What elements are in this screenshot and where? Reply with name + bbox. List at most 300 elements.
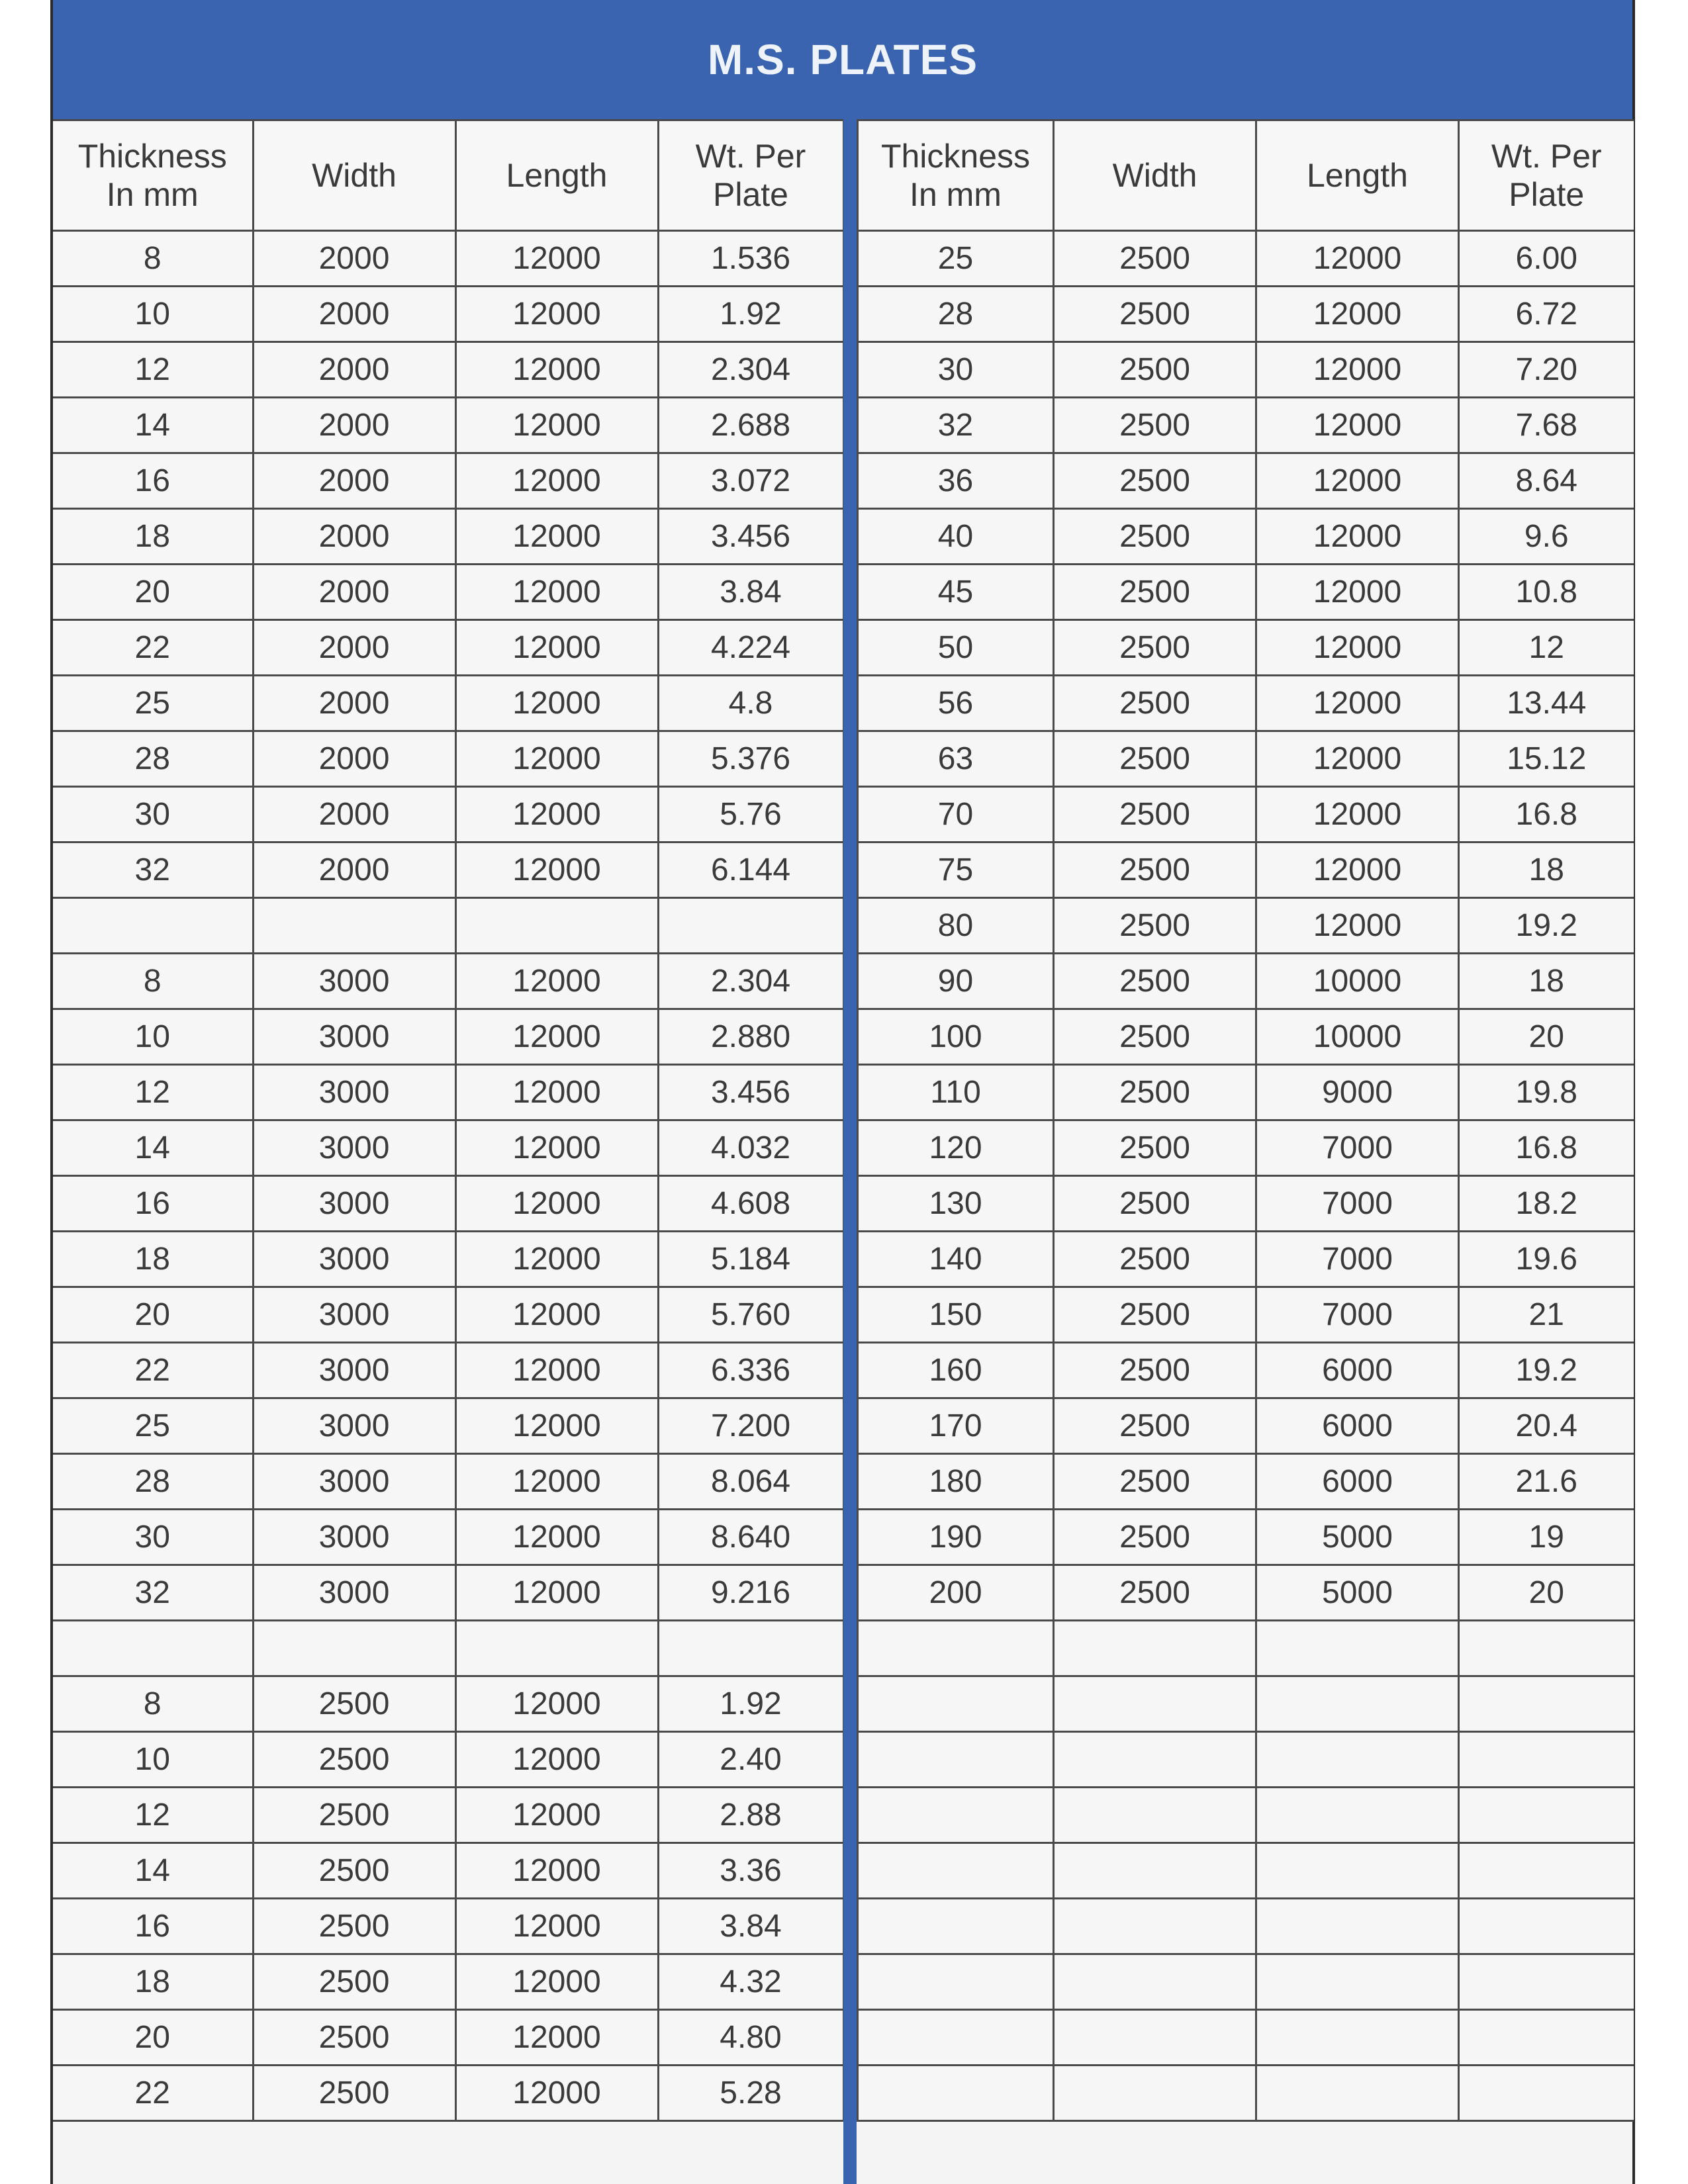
cell-thickness: 200 (858, 1565, 1054, 1621)
cell-width: 2000 (253, 565, 455, 620)
cell-thickness: 14 (53, 1843, 253, 1899)
cell-thickness: 16 (53, 1176, 253, 1232)
page-title: M.S. PLATES (707, 36, 978, 83)
cell-width: 2000 (253, 398, 455, 453)
table-row (858, 2010, 1634, 2066)
table-row (858, 1176, 1634, 1232)
cell-length: 6000 (1256, 1454, 1459, 1510)
cell-thickness: 18 (53, 1954, 253, 2010)
table-row (53, 1843, 843, 1899)
table-row (53, 954, 843, 1009)
cell-weight: 19.2 (1459, 898, 1634, 954)
right-table-body (858, 231, 1634, 2121)
cell-weight: 3.456 (658, 1065, 843, 1120)
cell-weight: 1.92 (658, 1676, 843, 1732)
cell-weight: 4.224 (658, 620, 843, 676)
cell-thickness: 18 (53, 1232, 253, 1287)
cell-weight: 6.72 (1459, 287, 1634, 342)
cell-weight: 3.072 (658, 453, 843, 509)
cell-weight: 7.200 (658, 1398, 843, 1454)
table-row (858, 509, 1634, 565)
cell-thickness: 12 (53, 1788, 253, 1843)
table-row (858, 1454, 1634, 1510)
ms-plates-sheet (50, 0, 1635, 2184)
cell-weight (658, 898, 843, 954)
table-row (53, 1287, 843, 1343)
cell-weight: 4.32 (658, 1954, 843, 2010)
cell-length: 12000 (1256, 842, 1459, 898)
cell-thickness: 56 (858, 676, 1054, 731)
cell-length: 7000 (1256, 1176, 1459, 1232)
cell-weight: 3.456 (658, 509, 843, 565)
cell-thickness: 18 (53, 509, 253, 565)
cell-thickness: 8 (53, 1676, 253, 1732)
table-row (53, 842, 843, 898)
table-row (858, 787, 1634, 842)
cell-thickness: 30 (53, 1510, 253, 1565)
cell-thickness: 140 (858, 1232, 1054, 1287)
cell-width: 2500 (253, 1899, 455, 1954)
cell-weight (1459, 1732, 1634, 1788)
cell-weight: 6.144 (658, 842, 843, 898)
cell-thickness: 120 (858, 1120, 1054, 1176)
header-thickness-line2: In mm (910, 176, 1002, 213)
cell-weight (1459, 1676, 1634, 1732)
table-row (53, 287, 843, 342)
table-row (858, 1676, 1634, 1732)
header-thickness (858, 120, 1054, 231)
cell-length: 12000 (1256, 731, 1459, 787)
right-table (857, 119, 1634, 2122)
cell-length (1256, 1621, 1459, 1676)
header-length: Length (1256, 120, 1459, 231)
cell-thickness: 110 (858, 1065, 1054, 1120)
cell-weight: 19.6 (1459, 1232, 1634, 1287)
table-row (53, 2010, 843, 2066)
cell-weight: 2.88 (658, 1788, 843, 1843)
cell-length: 12000 (1256, 453, 1459, 509)
cell-length: 12000 (455, 676, 658, 731)
cell-length: 12000 (1256, 565, 1459, 620)
table-row (858, 1843, 1634, 1899)
cell-width: 2000 (253, 842, 455, 898)
table-row (858, 1232, 1634, 1287)
cell-length: 10000 (1256, 954, 1459, 1009)
cell-width: 2000 (253, 342, 455, 398)
table-row (858, 1065, 1634, 1120)
left-table (53, 119, 845, 2122)
cell-width: 2500 (253, 1788, 455, 1843)
cell-length: 5000 (1256, 1510, 1459, 1565)
table-row (53, 1954, 843, 2010)
cell-thickness (858, 1843, 1054, 1899)
cell-thickness: 100 (858, 1009, 1054, 1065)
table-row (53, 1232, 843, 1287)
header-thickness (53, 120, 253, 231)
cell-length: 12000 (455, 842, 658, 898)
cell-thickness: 160 (858, 1343, 1054, 1398)
cell-weight: 20 (1459, 1565, 1634, 1621)
right-header-row (858, 120, 1634, 231)
cell-length: 12000 (455, 231, 658, 287)
cell-length: 12000 (455, 1899, 658, 1954)
table-row (53, 1120, 843, 1176)
cell-thickness: 12 (53, 1065, 253, 1120)
title-bar (53, 0, 1632, 119)
table-row (53, 1788, 843, 1843)
table-row (53, 565, 843, 620)
cell-length: 12000 (455, 287, 658, 342)
cell-weight: 7.68 (1459, 398, 1634, 453)
table-row (53, 342, 843, 398)
cell-thickness: 28 (53, 731, 253, 787)
cell-width (1054, 1899, 1256, 1954)
cell-length: 12000 (455, 1954, 658, 2010)
cell-width: 2000 (253, 231, 455, 287)
cell-thickness (53, 898, 253, 954)
cell-weight: 5.76 (658, 787, 843, 842)
cell-weight: 13.44 (1459, 676, 1634, 731)
cell-thickness: 30 (53, 787, 253, 842)
cell-thickness: 10 (53, 1732, 253, 1788)
cell-thickness: 10 (53, 287, 253, 342)
table-row (53, 620, 843, 676)
cell-thickness: 32 (53, 842, 253, 898)
cell-width: 2500 (1054, 1510, 1256, 1565)
cell-length (1256, 1843, 1459, 1899)
cell-length: 12000 (1256, 398, 1459, 453)
cell-length: 12000 (455, 1454, 658, 1510)
cell-thickness: 70 (858, 787, 1054, 842)
cell-thickness: 75 (858, 842, 1054, 898)
table-row (53, 676, 843, 731)
cell-thickness: 8 (53, 954, 253, 1009)
table-row (858, 1287, 1634, 1343)
cell-weight: 20 (1459, 1009, 1634, 1065)
cell-weight: 8.64 (1459, 453, 1634, 509)
cell-width: 3000 (253, 1565, 455, 1621)
cell-width (1054, 1621, 1256, 1676)
cell-thickness: 20 (53, 1287, 253, 1343)
table-row (53, 1732, 843, 1788)
cell-length: 9000 (1256, 1065, 1459, 1120)
table-row (858, 1954, 1634, 2010)
table-row (858, 1343, 1634, 1398)
cell-width: 2500 (1054, 1454, 1256, 1510)
table-row (53, 1065, 843, 1120)
cell-width: 2500 (1054, 398, 1256, 453)
cell-length: 12000 (1256, 509, 1459, 565)
cell-length: 12000 (455, 954, 658, 1009)
cell-thickness: 20 (53, 2010, 253, 2066)
cell-thickness: 22 (53, 620, 253, 676)
cell-weight: 9.6 (1459, 509, 1634, 565)
cell-width: 2500 (1054, 1398, 1256, 1454)
cell-width: 2500 (1054, 1065, 1256, 1120)
cell-weight: 9.216 (658, 1565, 843, 1621)
cell-thickness: 30 (858, 342, 1054, 398)
cell-length (1256, 2066, 1459, 2121)
cell-thickness: 25 (858, 231, 1054, 287)
cell-weight: 10.8 (1459, 565, 1634, 620)
left-table-panel (53, 119, 843, 2184)
cell-width: 2500 (1054, 898, 1256, 954)
cell-width: 2500 (1054, 954, 1256, 1009)
cell-weight: 19.2 (1459, 1343, 1634, 1398)
cell-thickness: 22 (53, 2066, 253, 2121)
cell-width (253, 898, 455, 954)
cell-thickness (858, 2066, 1054, 2121)
cell-thickness: 16 (53, 453, 253, 509)
table-row (53, 231, 843, 287)
cell-length: 12000 (1256, 898, 1459, 954)
cell-length: 12000 (455, 1398, 658, 1454)
cell-length: 12000 (455, 1120, 658, 1176)
cell-length (1256, 1899, 1459, 1954)
cell-length: 12000 (455, 1732, 658, 1788)
cell-width: 2500 (1054, 453, 1256, 509)
cell-weight (1459, 1954, 1634, 2010)
header-width: Width (253, 120, 455, 231)
cell-width: 2000 (253, 731, 455, 787)
cell-thickness: 36 (858, 453, 1054, 509)
cell-weight: 4.032 (658, 1120, 843, 1176)
cell-thickness: 80 (858, 898, 1054, 954)
cell-width (1054, 2010, 1256, 2066)
cell-thickness: 12 (53, 342, 253, 398)
cell-length: 7000 (1256, 1287, 1459, 1343)
header-thickness-line2: In mm (106, 176, 199, 213)
cell-length: 12000 (1256, 342, 1459, 398)
cell-width: 2500 (253, 1954, 455, 2010)
table-row (858, 453, 1634, 509)
cell-width: 2000 (253, 676, 455, 731)
cell-weight (1459, 1788, 1634, 1843)
cell-width: 2500 (253, 1676, 455, 1732)
cell-length: 6000 (1256, 1343, 1459, 1398)
cell-width: 2000 (253, 787, 455, 842)
header-width: Width (1054, 120, 1256, 231)
cell-weight: 6.336 (658, 1343, 843, 1398)
table-row (53, 731, 843, 787)
cell-length: 12000 (455, 453, 658, 509)
cell-weight: 1.92 (658, 287, 843, 342)
table-row (53, 898, 843, 954)
table-row (53, 2066, 843, 2121)
header-thickness-line1: Thickness (880, 138, 1031, 175)
cell-thickness: 25 (53, 1398, 253, 1454)
cell-weight: 19 (1459, 1510, 1634, 1565)
cell-width (1054, 2066, 1256, 2121)
cell-length (1256, 1954, 1459, 2010)
table-row (53, 787, 843, 842)
cell-width: 2500 (1054, 231, 1256, 287)
table-row (858, 287, 1634, 342)
cell-thickness: 40 (858, 509, 1054, 565)
cell-weight: 5.28 (658, 2066, 843, 2121)
cell-length (1256, 2010, 1459, 2066)
cell-width (1054, 1954, 1256, 2010)
table-row (858, 1009, 1634, 1065)
cell-width: 2500 (1054, 676, 1256, 731)
cell-width (1054, 1676, 1256, 1732)
cell-width: 2500 (1054, 1009, 1256, 1065)
cell-weight: 15.12 (1459, 731, 1634, 787)
cell-weight: 7.20 (1459, 342, 1634, 398)
cell-length: 12000 (455, 1065, 658, 1120)
cell-thickness (858, 1954, 1054, 2010)
cell-width: 3000 (253, 1398, 455, 1454)
cell-thickness: 50 (858, 620, 1054, 676)
cell-width: 3000 (253, 1176, 455, 1232)
cell-length: 5000 (1256, 1565, 1459, 1621)
cell-weight: 5.184 (658, 1232, 843, 1287)
cell-width: 2500 (253, 2010, 455, 2066)
cell-weight (1459, 2066, 1634, 2121)
cell-thickness: 28 (858, 287, 1054, 342)
cell-weight: 16.8 (1459, 1120, 1634, 1176)
cell-weight: 4.80 (658, 2010, 843, 2066)
cell-thickness (858, 1621, 1054, 1676)
cell-width: 2000 (253, 509, 455, 565)
table-row (53, 1454, 843, 1510)
cell-thickness: 130 (858, 1176, 1054, 1232)
cell-width: 2500 (1054, 342, 1256, 398)
cell-weight: 5.760 (658, 1287, 843, 1343)
table-row (53, 1565, 843, 1621)
table-row (858, 676, 1634, 731)
cell-length: 12000 (455, 1009, 658, 1065)
cell-width: 3000 (253, 954, 455, 1009)
cell-thickness: 63 (858, 731, 1054, 787)
cell-weight: 19.8 (1459, 1065, 1634, 1120)
cell-weight: 21 (1459, 1287, 1634, 1343)
cell-weight: 3.36 (658, 1843, 843, 1899)
cell-length: 12000 (455, 1788, 658, 1843)
cell-weight: 2.880 (658, 1009, 843, 1065)
table-row (53, 1009, 843, 1065)
table-row (53, 1899, 843, 1954)
cell-length: 6000 (1256, 1398, 1459, 1454)
cell-weight: 4.608 (658, 1176, 843, 1232)
table-row (858, 842, 1634, 898)
table-row (858, 1899, 1634, 1954)
left-table-body (53, 231, 843, 2121)
cell-width: 2000 (253, 620, 455, 676)
cell-width (1054, 1732, 1256, 1788)
cell-length: 12000 (1256, 620, 1459, 676)
cell-length: 12000 (1256, 676, 1459, 731)
cell-thickness: 32 (858, 398, 1054, 453)
cell-width (253, 1621, 455, 1676)
cell-length (1256, 1676, 1459, 1732)
cell-width: 2500 (1054, 620, 1256, 676)
cell-width: 3000 (253, 1510, 455, 1565)
cell-thickness (858, 1899, 1054, 1954)
table-row (53, 453, 843, 509)
cell-length: 12000 (455, 1232, 658, 1287)
cell-weight: 3.84 (658, 565, 843, 620)
cell-width: 2500 (1054, 1120, 1256, 1176)
cell-width: 2500 (1054, 1565, 1256, 1621)
cell-thickness: 28 (53, 1454, 253, 1510)
cell-width (1054, 1788, 1256, 1843)
cell-length: 12000 (455, 1510, 658, 1565)
cell-width: 2500 (253, 1843, 455, 1899)
cell-weight (1459, 1621, 1634, 1676)
table-row (53, 1621, 843, 1676)
cell-length: 12000 (455, 2066, 658, 2121)
cell-length: 12000 (455, 1176, 658, 1232)
cell-width: 3000 (253, 1065, 455, 1120)
cell-thickness (858, 1788, 1054, 1843)
cell-width: 2500 (1054, 565, 1256, 620)
cell-thickness (858, 2010, 1054, 2066)
table-row (53, 509, 843, 565)
cell-width: 2000 (253, 453, 455, 509)
cell-width: 2500 (1054, 287, 1256, 342)
cell-thickness: 45 (858, 565, 1054, 620)
cell-weight: 18.2 (1459, 1176, 1634, 1232)
tables-area (53, 119, 1632, 2184)
cell-width: 3000 (253, 1454, 455, 1510)
cell-thickness: 25 (53, 676, 253, 731)
left-header-row (53, 120, 843, 231)
table-row (858, 1398, 1634, 1454)
table-row (53, 1343, 843, 1398)
cell-width: 2500 (1054, 509, 1256, 565)
cell-weight: 4.8 (658, 676, 843, 731)
table-row (53, 1176, 843, 1232)
cell-weight: 2.304 (658, 342, 843, 398)
cell-width: 3000 (253, 1287, 455, 1343)
cell-weight: 18 (1459, 842, 1634, 898)
cell-length: 12000 (455, 731, 658, 787)
table-row (858, 1732, 1634, 1788)
cell-weight: 2.688 (658, 398, 843, 453)
cell-length: 12000 (455, 620, 658, 676)
cell-thickness: 16 (53, 1899, 253, 1954)
cell-thickness: 8 (53, 231, 253, 287)
table-row (858, 731, 1634, 787)
cell-thickness (858, 1676, 1054, 1732)
cell-thickness: 20 (53, 565, 253, 620)
header-length: Length (455, 120, 658, 231)
table-row (858, 898, 1634, 954)
cell-width: 2500 (1054, 1287, 1256, 1343)
cell-length: 12000 (455, 1343, 658, 1398)
cell-length: 12000 (1256, 287, 1459, 342)
cell-thickness: 14 (53, 398, 253, 453)
cell-thickness: 90 (858, 954, 1054, 1009)
table-row (858, 620, 1634, 676)
cell-thickness: 150 (858, 1287, 1054, 1343)
cell-width: 2500 (1054, 1232, 1256, 1287)
header-weight (1459, 120, 1634, 231)
table-row (858, 342, 1634, 398)
cell-weight (658, 1621, 843, 1676)
cell-length: 12000 (1256, 231, 1459, 287)
cell-length: 7000 (1256, 1120, 1459, 1176)
cell-length: 12000 (455, 1287, 658, 1343)
cell-length: 12000 (455, 2010, 658, 2066)
cell-width: 2500 (253, 2066, 455, 2121)
cell-width: 2500 (1054, 1343, 1256, 1398)
table-row (858, 565, 1634, 620)
cell-width (1054, 1843, 1256, 1899)
cell-width: 3000 (253, 1232, 455, 1287)
cell-thickness (53, 1621, 253, 1676)
